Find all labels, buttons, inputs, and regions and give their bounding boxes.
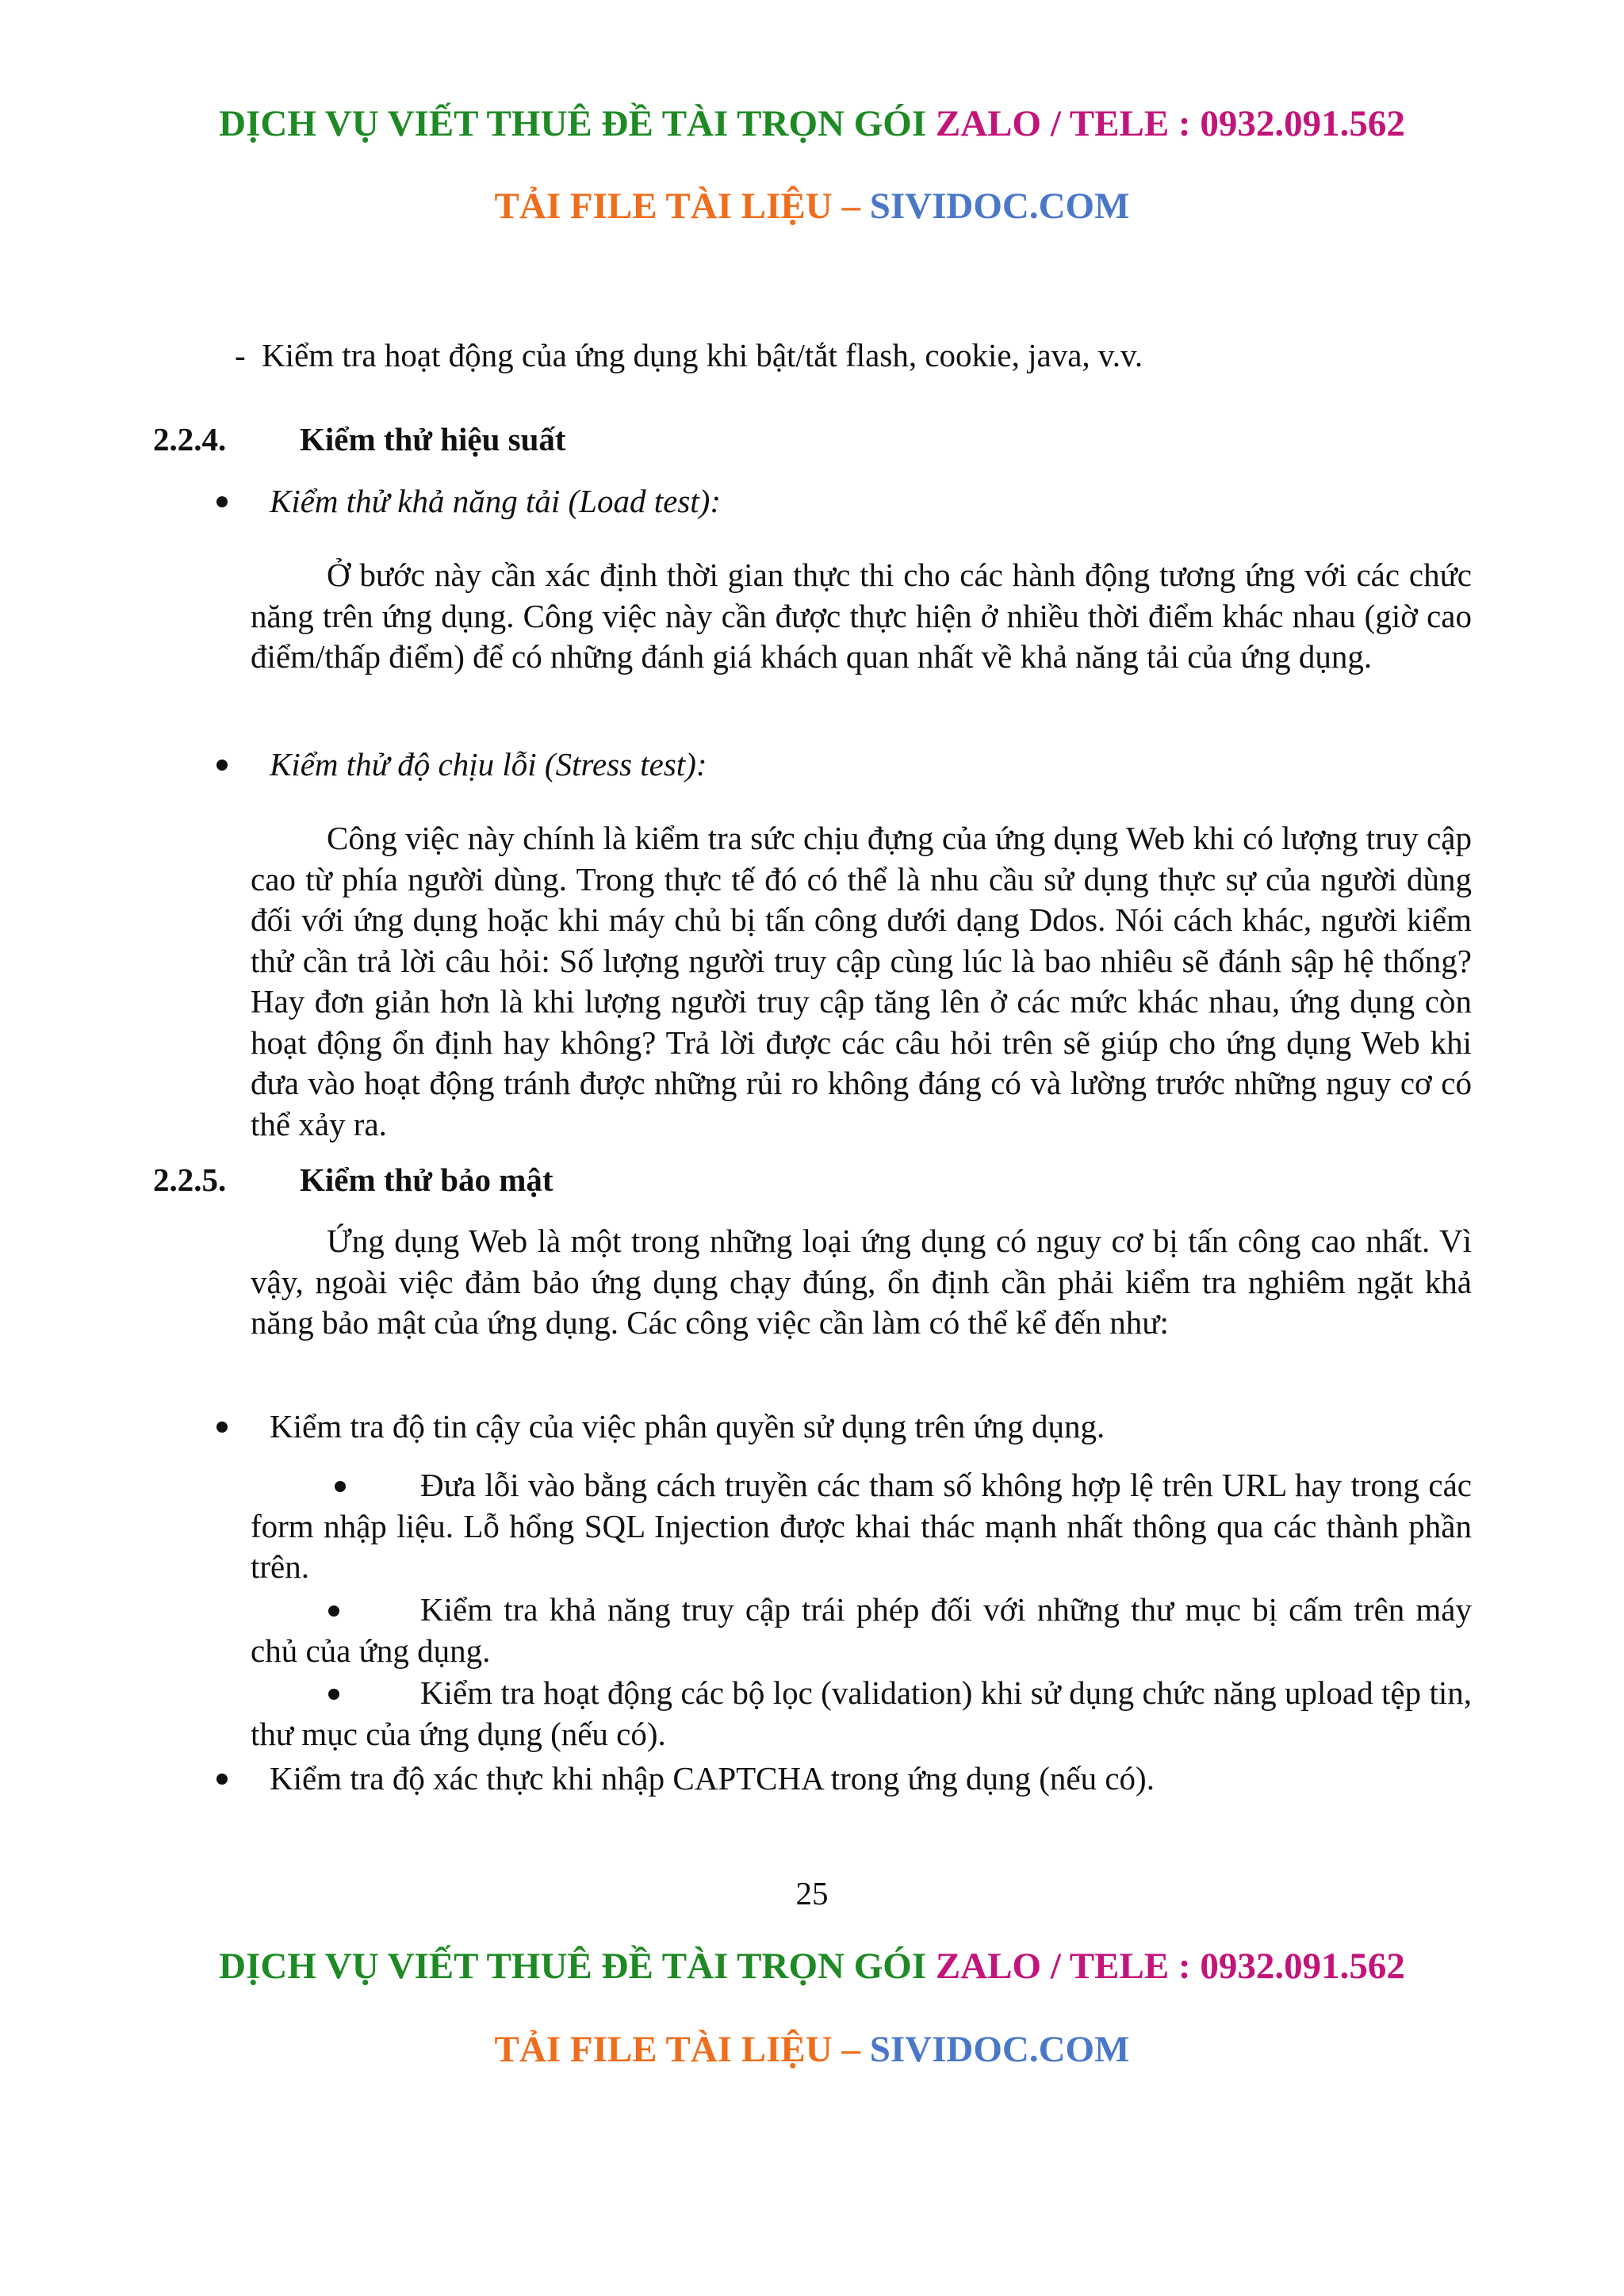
header-download-banner <box>0 184 1624 228</box>
sub-item-1 <box>251 1465 1472 1588</box>
intro-item: Kiểm tra hoạt động của ứng dụng khi bật/tắt flash, cookie, java, v.v. <box>262 337 1143 373</box>
stress-test-label: Kiểm thử độ chịu lỗi (Stress test): <box>270 746 707 783</box>
auth-item: Kiểm tra độ tin cậy của việc phân quyền sử dụng trên ứng dụng. <box>270 1408 1105 1445</box>
stress-test-text: Công việc này chính là kiểm tra sức chịu đựng của ứng dụng Web khi có lượng truy cập cao từ phía người dùng. Trong thực tế đó có thể là nhu cầu sử dụng thực sự của người dùng đối với ứng dụng hoặc khi máy chủ bị tấn công dưới dạng Ddos. Nói cách khác, người kiểm thử cần trả lời câu hỏi: Số lượng người truy cập cùng lúc là bao nhiêu sẽ đánh sập hệ thống? Hay đơn giản hơn là khi lượng người truy cập tăng lên ở các mức khác nhau, ứng dụng còn hoạt động ổn định hay không? Trả lời được các câu hỏi trên sẽ giúp cho ứng dụng Web khi đưa vào hoạt động tránh được những rủi ro không đáng có và lường trước những nguy cơ có thể xảy ra. <box>251 820 1472 1142</box>
site-link[interactable]: SIVIDOC.COM <box>869 2029 1130 2070</box>
section-224-title: Kiểm thử hiệu suất <box>300 421 566 457</box>
security-intro-text: Ứng dụng Web là một trong những loại ứng dụng có nguy cơ bị tấn công cao nhất. Vì vậy, ngoài việc đảm bảo ứng dụng chạy đúng, ổn định cần phải kiểm tra nghiêm ngặt khả năng bảo mật của ứng dụng. Các công việc cần làm có thể kể đến như: <box>251 1223 1472 1341</box>
section-224-number: 2.2.4. <box>153 421 227 457</box>
captcha-item: Kiểm tra độ xác thực khi nhập CAPTCHA trong ứng dụng (nếu có). <box>270 1760 1155 1797</box>
site-link[interactable]: SIVIDOC.COM <box>869 186 1130 227</box>
sub-item-2 <box>251 1590 1472 1671</box>
sub-item-1-text: Đưa lỗi vào bằng cách truyền các tham số không hợp lệ trên URL hay trong các form nhập liệu. Lỗ hổng SQL Injection được khai thác mạnh nhất thông qua các thành phần trên. <box>251 1467 1472 1585</box>
bullet-icon <box>216 496 228 507</box>
sub-item-2-text: Kiểm tra khả năng truy cập trái phép đối với những thư mục bị cấm trên máy chủ của ứng dụng. <box>251 1591 1472 1669</box>
footer-service-banner <box>0 1944 1624 1988</box>
bullet-icon <box>216 1422 228 1433</box>
load-test-label: Kiểm thử khả năng tải (Load test): <box>270 483 721 519</box>
security-intro-paragraph <box>251 1221 1472 1344</box>
dash-marker: - <box>235 337 246 373</box>
bullet-icon <box>216 760 228 771</box>
stress-test-paragraph <box>251 818 1472 1145</box>
sub-item-3-text: Kiểm tra hoạt động các bộ lọc (validation) khi sử dụng chức năng upload tệp tin, thư mục của ứng dụng (nếu có). <box>251 1674 1472 1752</box>
load-test-paragraph <box>251 555 1472 678</box>
contact-text: ZALO / TELE : 0932.091.562 <box>935 1946 1405 1987</box>
bullet-icon <box>216 1774 228 1785</box>
contact-text: ZALO / TELE : 0932.091.562 <box>935 103 1405 144</box>
service-text: DỊCH VỤ VIẾT THUÊ ĐỀ TÀI TRỌN GÓI <box>219 1946 927 1987</box>
section-225-number: 2.2.5. <box>153 1161 227 1198</box>
sub-item-3 <box>251 1673 1472 1755</box>
footer-download-banner <box>0 2027 1624 2072</box>
download-text: TẢI FILE TÀI LIỆU – <box>494 2029 860 2070</box>
header-service-banner <box>0 101 1624 146</box>
service-text: DỊCH VỤ VIẾT THUÊ ĐỀ TÀI TRỌN GÓI <box>219 103 927 144</box>
download-text: TẢI FILE TÀI LIỆU – <box>494 186 860 227</box>
page-number: 25 <box>795 1875 829 1911</box>
section-225-title: Kiểm thử bảo mật <box>300 1161 553 1198</box>
load-test-text: Ở bước này cần xác định thời gian thực thi cho các hành động tương ứng với các chức năng trên ứng dụng. Công việc này cần được thực hiện ở nhiều thời điểm khác nhau (giờ cao điểm/thấp điểm) để có những đánh giá khách quan nhất về khả năng tải của ứng dụng. <box>251 557 1472 675</box>
